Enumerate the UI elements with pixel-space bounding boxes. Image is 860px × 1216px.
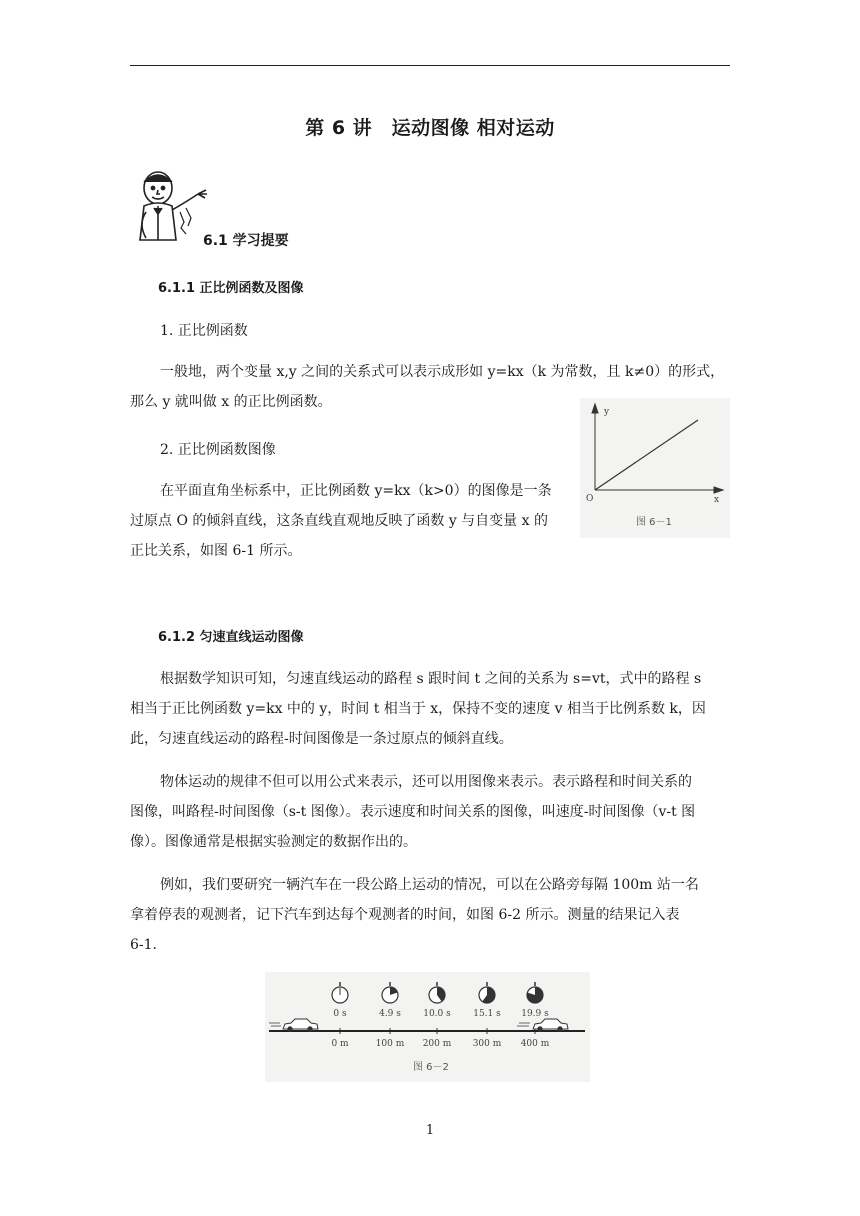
header-rule — [130, 65, 730, 66]
figure-6-2 — [265, 972, 590, 1082]
paragraph-line: 像）。图像通常是根据实验测定的数据作出的。 — [130, 834, 417, 850]
position-label: 100 m — [375, 1039, 405, 1049]
paragraph-line: 那么 y 就叫做 x 的正比例函数。 — [130, 394, 332, 410]
paragraph-line: 在平面直角坐标系中，正比例函数 y=kx（k>0）的图像是一条 — [160, 483, 552, 499]
paragraph-line: 正比关系，如图 6-1 所示。 — [130, 543, 302, 559]
paragraph-line: 此，匀速直线运动的路程-时间图像是一条过原点的倾斜直线。 — [130, 731, 513, 747]
stopwatch-time-label: 0 s — [333, 1009, 347, 1019]
section-heading-6-1-2: 6.1.2 匀速直线运动图像 — [158, 630, 304, 645]
paragraph-line: 例如，我们要研究一辆汽车在一段公路上运动的情况，可以在公路旁每隔 100m 站一名 — [160, 877, 699, 893]
paragraph-line: 6-1. — [130, 937, 157, 953]
fig62-caption: 图 6－2 — [413, 1062, 449, 1073]
page-number: 1 — [425, 1123, 435, 1138]
figure-6-1 — [580, 398, 730, 538]
fig61-caption: 图 6－1 — [636, 517, 672, 528]
stopwatch-time-label: 4.9 s — [379, 1009, 401, 1019]
paragraph-line: 拿着停表的观测者，记下汽车到达每个观测者的时间，如图 6-2 所示。测量的结果记入表 — [130, 907, 680, 923]
fig61-x-label: x — [714, 495, 720, 505]
paragraph-line: 相当于正比例函数 y=kx 中的 y，时间 t 相当于 x，保持不变的速度 v 相当于比例系数 k，因 — [130, 701, 706, 717]
stopwatch-time-label: 19.9 s — [521, 1009, 549, 1019]
paragraph-line: 根据数学知识可知，匀速直线运动的路程 s 跟时间 t 之间的关系为 s=vt，式中的路程 s — [160, 671, 702, 687]
position-label: 0 m — [331, 1039, 349, 1049]
paragraph-line: 图像，叫路程-时间图像（s-t 图像）。表示速度和时间关系的图像，叫速度-时间图像（v-t 图 — [130, 804, 696, 820]
page-title: 第 6 讲 运动图像 相对运动 — [305, 117, 555, 139]
section-heading-6-1-1: 6.1.1 正比例函数及图像 — [158, 281, 304, 296]
list-item-1: 1. 正比例函数 — [160, 323, 248, 339]
section-heading-6-1: 6.1 学习提要 — [203, 233, 289, 249]
fig61-origin-label: O — [586, 494, 594, 504]
stopwatch-time-label: 15.1 s — [473, 1009, 501, 1019]
fig61-y-label: y — [604, 407, 610, 417]
paragraph-line: 一般地，两个变量 x,y 之间的关系式可以表示成形如 y=kx（k 为常数，且 k≠0）的形式， — [160, 364, 725, 380]
paragraph-line: 物体运动的规律不但可以用公式来表示，还可以用图像来表示。表示路程和时间关系的 — [160, 774, 692, 790]
list-item-2: 2. 正比例函数图像 — [160, 442, 276, 458]
mascot-illustration-icon — [128, 168, 208, 246]
position-label: 200 m — [422, 1039, 452, 1049]
position-label: 300 m — [472, 1039, 502, 1049]
stopwatch-time-label: 10.0 s — [423, 1009, 451, 1019]
paragraph-line: 过原点 O 的倾斜直线，这条直线直观地反映了函数 y 与自变量 x 的 — [130, 513, 548, 529]
position-label: 400 m — [520, 1039, 550, 1049]
